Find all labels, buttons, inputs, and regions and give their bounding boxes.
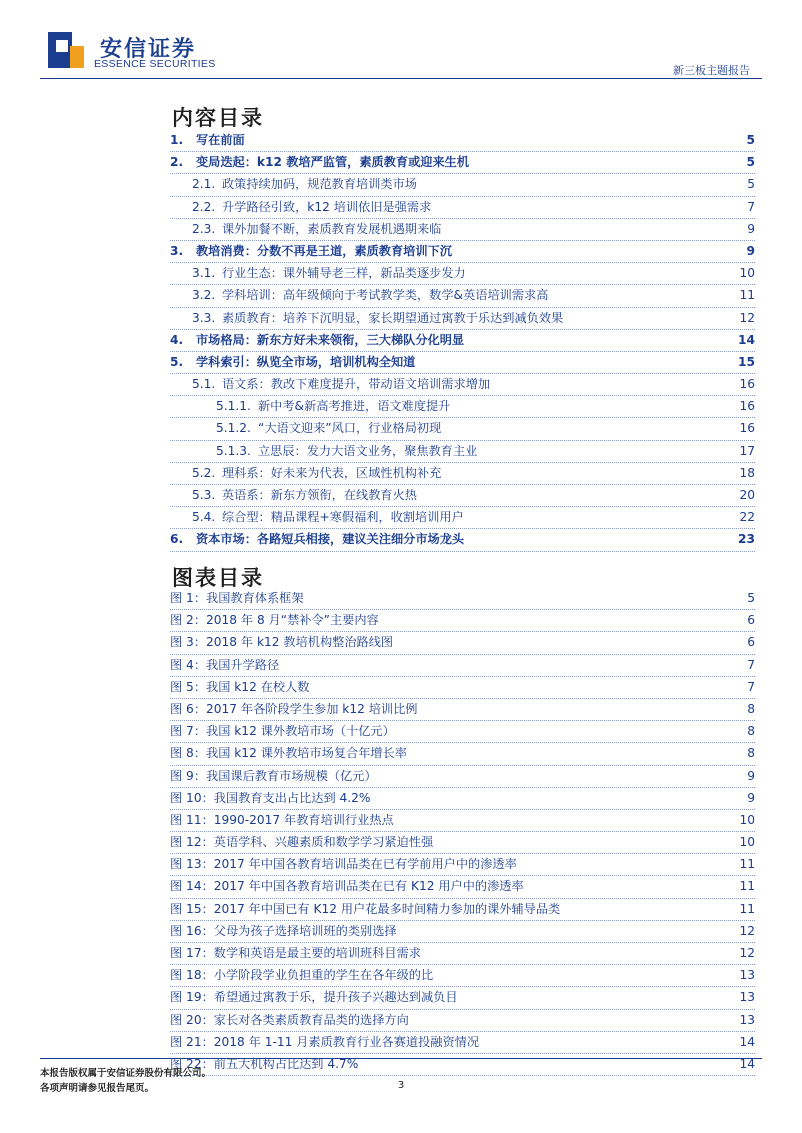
figure-entry-label: 图 18：小学阶段学业负担重的学生在各年级的比 <box>170 968 434 983</box>
toc-entry-number: 2.1. <box>192 177 216 192</box>
toc-entry-text: 素质教育：培养下沉明显，家长期望通过寓教于乐达到减负效果 <box>222 310 564 325</box>
toc-entry-text: 综合型：精品课程+寒假福利，收割培训用户 <box>222 510 464 525</box>
toc-entry-number: 1. <box>170 133 184 147</box>
figure-entry-label: 图 22：前五大机构占比达到 4.7% <box>170 1056 359 1071</box>
toc-entry-page: 5 <box>743 130 755 151</box>
toc-entry-text: 新中考&新高考推进，语文难度提升 <box>258 399 451 414</box>
toc-entry-page: 9 <box>743 219 755 240</box>
footer-divider <box>40 1058 762 1059</box>
toc-entry-page: 17 <box>735 441 755 462</box>
toc-entry-page: 16 <box>735 418 755 439</box>
toc-entry-text: 写在前面 <box>196 133 245 147</box>
toc-entry-number: 3.3. <box>192 310 216 325</box>
company-logo <box>46 30 226 74</box>
toc-entry[interactable] <box>170 463 755 485</box>
toc-entry[interactable] <box>170 441 755 463</box>
figure-entry-label: 图 10：我国教育支出占比达到 4.2% <box>170 790 371 805</box>
figure-entry[interactable] <box>170 788 755 810</box>
figure-entry-label: 图 20：家长对各类素质教育品类的选择方向 <box>170 1012 409 1027</box>
toc-entry-text: 变局迭起：k12 教培严监管，素质教育或迎来生机 <box>196 155 470 170</box>
figure-entry[interactable] <box>170 699 755 721</box>
figure-entry[interactable] <box>170 766 755 788</box>
figure-entry-label: 图 11：1990-2017 年教育培训行业热点 <box>170 812 394 827</box>
toc-entry[interactable] <box>170 485 755 507</box>
toc-entry-text: 市场格局：新东方好未来领衔，三大梯队分化明显 <box>196 332 465 347</box>
figure-entry[interactable] <box>170 1032 755 1054</box>
figure-entry-label: 图 13：2017 年中国各教育培训品类在已有学前用户中的渗透率 <box>170 857 517 872</box>
toc-entry-number: 6. <box>170 532 184 547</box>
figure-entry[interactable] <box>170 677 755 699</box>
toc-entry-page: 22 <box>735 507 755 528</box>
figure-entry-label: 图 16：父母为孩子选择培训班的类别选择 <box>170 923 397 938</box>
toc-entry[interactable] <box>170 241 755 263</box>
report-type: 新三板主题报告 <box>673 64 750 77</box>
figure-entry[interactable] <box>170 854 755 876</box>
figure-entry[interactable] <box>170 921 755 943</box>
figure-entry-page: 8 <box>743 699 755 720</box>
figure-entry-page: 14 <box>735 1054 755 1075</box>
toc-entry-page: 10 <box>735 263 755 284</box>
toc-entry-page: 20 <box>735 485 755 506</box>
toc-entry-text: 语文系：教改下难度提升，带动语文培训需求增加 <box>222 377 491 392</box>
toc-entry-text: 资本市场：各路短兵相接，建议关注细分市场龙头 <box>196 532 465 547</box>
figure-entry-page: 11 <box>735 854 755 875</box>
figure-entry-page: 7 <box>743 655 755 676</box>
logo-english-name: ESSENCE SECURITIES <box>94 58 216 70</box>
figure-entry-page: 10 <box>735 832 755 853</box>
page-number: 3 <box>397 1080 405 1091</box>
toc-entry-text: 英语系：新东方领衔，在线教育火热 <box>222 488 417 502</box>
toc-entry-text: 升学路径引致，k12 培训依旧是强需求 <box>222 199 432 214</box>
toc-entry-number: 5.1.2. <box>216 421 251 436</box>
toc-entry[interactable] <box>170 507 755 529</box>
toc-entry-text: 理科系：好未来为代表，区域性机构补充 <box>222 465 442 480</box>
figure-entry-label: 图 3：2018 年 k12 教培机构整治路线图 <box>170 635 394 650</box>
figure-entry-page: 7 <box>743 677 755 698</box>
figure-entry-label: 图 19：希望通过寓教于乐，提升孩子兴趣达到减负目 <box>170 990 458 1005</box>
toc-entry[interactable] <box>170 418 755 440</box>
figure-entry[interactable] <box>170 987 755 1009</box>
toc-entry[interactable] <box>170 174 755 196</box>
figure-entry-label: 图 15：2017 年中国已有 K12 用户花最多时间精力参加的课外辅导品类 <box>170 901 561 916</box>
figure-entry[interactable] <box>170 610 755 632</box>
toc-entry-number: 5.2. <box>192 465 216 480</box>
toc-entry-number: 2. <box>170 155 184 170</box>
figure-entry[interactable] <box>170 899 755 921</box>
figure-entry-page: 9 <box>743 766 755 787</box>
toc-entry-text: 学科培训：高年级倾向于考试教学类，数学&英语培训需求高 <box>222 288 549 303</box>
figure-entry-label: 图 9：我国课后教育市场规模（亿元） <box>170 768 377 783</box>
figure-entry-page: 8 <box>743 721 755 742</box>
toc-entry-page: 5 <box>743 174 755 195</box>
toc-entry-page: 16 <box>735 374 755 395</box>
figure-entry-page: 12 <box>735 921 755 942</box>
figure-entry-page: 10 <box>735 810 755 831</box>
figure-entry-page: 14 <box>735 1032 755 1053</box>
toc-entry-number: 2.3. <box>192 221 216 236</box>
logo-mark-icon <box>46 30 86 70</box>
toc-entry[interactable] <box>170 285 755 307</box>
figure-entry[interactable] <box>170 832 755 854</box>
toc-entry[interactable] <box>170 374 755 396</box>
figure-entry-page: 9 <box>743 788 755 809</box>
figure-entry-label: 图 7：我国 k12 课外教培市场（十亿元） <box>170 724 395 739</box>
toc-entry-text: 立思辰：发力大语文业务，聚焦教育主业 <box>258 443 478 458</box>
toc-entry-number: 5.1.3. <box>216 443 251 458</box>
figure-entry[interactable] <box>170 588 755 610</box>
toc-entry[interactable] <box>170 352 755 374</box>
toc-entry[interactable] <box>170 197 755 219</box>
toc-entry-text: 教培消费：分数不再是王道，素质教育培训下沉 <box>196 243 452 258</box>
toc-entry[interactable] <box>170 130 755 152</box>
toc-entry-number: 3. <box>170 243 184 258</box>
toc-entry-page: 5 <box>743 152 755 173</box>
toc-entry[interactable] <box>170 330 755 352</box>
figure-entry-page: 6 <box>743 610 755 631</box>
toc-entry-number: 3.2. <box>192 288 216 303</box>
toc-entry-number: 3.1. <box>192 266 216 281</box>
toc-entry-text: 政策持续加码，规范教育培训类市场 <box>222 177 417 192</box>
footer-notice: 各项声明请参见报告尾页。 <box>40 1083 155 1094</box>
figure-entry[interactable] <box>170 721 755 743</box>
figure-entry-page: 6 <box>743 632 755 653</box>
figure-entry[interactable] <box>170 632 755 654</box>
toc-entry[interactable] <box>170 308 755 330</box>
toc-entry-number: 5.1.1. <box>216 399 251 414</box>
toc-entry[interactable] <box>170 219 755 241</box>
toc-entry-number: 4. <box>170 332 184 347</box>
figure-entry-label: 图 6：2017 年各阶段学生参加 k12 培训比例 <box>170 701 418 716</box>
figure-entry-label: 图 17：数学和英语是最主要的培训班科目需求 <box>170 946 421 960</box>
figure-entry-label: 图 1：我国教育体系框架 <box>170 591 304 605</box>
toc-entry-page: 23 <box>734 529 755 550</box>
figure-entry-label: 图 12：英语学科、兴趣素质和数学学习紧迫性强 <box>170 835 434 850</box>
header-divider <box>40 78 762 79</box>
toc-entry-text: 学科索引：纵览全市场，培训机构全知道 <box>196 354 416 369</box>
figure-entry-label: 图 2：2018 年 8 月“禁补令”主要内容 <box>170 613 379 628</box>
figure-entry[interactable] <box>170 1010 755 1032</box>
figure-entry-label: 图 5：我国 k12 在校人数 <box>170 679 310 694</box>
figures-list <box>170 588 755 1076</box>
toc-entry-page: 16 <box>735 396 755 417</box>
toc-entry[interactable] <box>170 396 755 418</box>
toc-entry-number: 5. <box>170 354 184 369</box>
figure-entry-page: 12 <box>735 943 755 964</box>
toc-entry[interactable] <box>170 263 755 285</box>
toc-entry-number: 2.2. <box>192 199 216 214</box>
figure-entry-label: 图 14：2017 年中国各教育培训品类在已有 K12 用户中的渗透率 <box>170 879 524 894</box>
figure-entry[interactable] <box>170 810 755 832</box>
figure-entry[interactable] <box>170 876 755 898</box>
toc-title: 内容目录 <box>172 105 264 130</box>
figure-entry[interactable] <box>170 943 755 965</box>
toc-entry-page: 11 <box>735 285 755 306</box>
figure-entry-page: 13 <box>735 1010 755 1031</box>
toc-entry-number: 5.3. <box>192 488 216 502</box>
figure-entry-page: 8 <box>743 743 755 764</box>
toc-entry-page: 9 <box>743 241 755 262</box>
toc-entry-page: 15 <box>734 352 755 373</box>
toc-entry-number: 5.4. <box>192 510 216 525</box>
figure-entry[interactable] <box>170 655 755 677</box>
toc-entry-text: 行业生态：课外辅导老三样，新品类逐步发力 <box>222 266 466 281</box>
figure-entry-page: 13 <box>735 965 755 986</box>
toc-entry-page: 14 <box>734 330 755 351</box>
logo-chinese-name: 安信证券 <box>100 37 197 62</box>
toc-entry[interactable] <box>170 152 755 174</box>
figure-entry-page: 13 <box>735 987 755 1008</box>
figure-entry-page: 11 <box>735 899 755 920</box>
footer-copyright: 本报告版权属于安信证券股份有限公司。 <box>40 1068 212 1079</box>
figure-entry-page: 11 <box>735 876 755 897</box>
toc-entry-page: 12 <box>735 308 755 329</box>
toc-entry-page: 7 <box>743 197 755 218</box>
figure-entry-page: 5 <box>743 588 755 609</box>
toc-entry-number: 5.1. <box>192 377 216 392</box>
figures-title: 图表目录 <box>172 565 264 590</box>
toc-entry-page: 18 <box>735 463 755 484</box>
figure-entry-label: 图 21：2018 年 1-11 月素质教育行业各赛道投融资情况 <box>170 1034 480 1049</box>
toc-entry[interactable] <box>170 529 755 551</box>
toc-entry-text: 课外加餐不断，素质教育发展机遇期来临 <box>222 221 442 236</box>
toc-entry-text: “大语文迎来”风口，行业格局初现 <box>258 421 442 436</box>
toc-list <box>170 130 755 552</box>
figure-entry[interactable] <box>170 743 755 765</box>
figure-entry[interactable] <box>170 965 755 987</box>
figure-entry-label: 图 8：我国 k12 课外教培市场复合年增长率 <box>170 746 407 761</box>
figure-entry-label: 图 4：我国升学路径 <box>170 657 280 672</box>
